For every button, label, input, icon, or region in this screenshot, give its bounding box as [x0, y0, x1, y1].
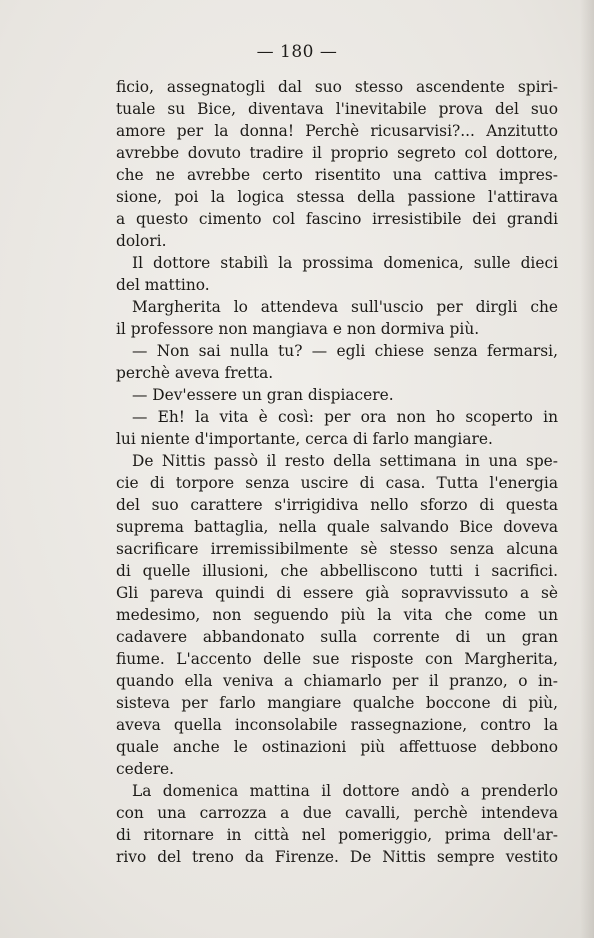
text-line: aveva quella inconsolabile rassegnazione, contro la — [116, 716, 558, 734]
text-line: La domenica mattina il dottore andò a prenderlo — [132, 782, 558, 800]
text-line: il professore non mangiava e non dormiva più. — [116, 320, 480, 338]
text-line: rivo del treno da Firenze. De Nittis sempre vestito — [116, 848, 558, 866]
page-number: — 180 — — [256, 42, 338, 62]
text-line: quando ella veniva a chiamarlo per il pranzo, o in- — [116, 672, 558, 690]
text-line: perchè aveva fretta. — [116, 364, 274, 382]
text-line: a questo cimento col fascino irresistibile dei grandi — [116, 210, 558, 228]
text-line: lui niente d'importante, cerca di farlo mangiare. — [116, 430, 493, 448]
text-line: con una carrozza a due cavalli, perchè intendeva — [116, 804, 558, 822]
text-line: dolori. — [116, 232, 167, 250]
text-line: che ne avrebbe certo risentito una cattiva impres- — [116, 166, 558, 184]
text-line: tuale su Bice, diventava l'inevitabile prova del suo — [116, 100, 558, 118]
text-line: De Nittis passò il resto della settimana in una spe- — [132, 452, 558, 470]
text-line: sacrificare irremissibilmente sè stesso senza alcuna — [116, 540, 558, 558]
text-line: sisteva per farlo mangiare qualche boccone di più, — [116, 694, 558, 712]
text-line: cedere. — [116, 760, 175, 778]
text-line: ficio, assegnatogli dal suo stesso ascendente spiri- — [116, 78, 558, 96]
text-line: del mattino. — [116, 276, 210, 294]
text-line: amore per la donna! Perchè ricusarvisi?... Anzitutto — [116, 122, 558, 140]
text-line: avrebbe dovuto tradire il proprio segreto col dottore, — [116, 144, 558, 162]
text-line: del suo carattere s'irrigidiva nello sforzo di questa — [116, 496, 558, 514]
text-line: medesimo, non seguendo più la vita che come un — [116, 606, 558, 624]
text-line: di ritornare in città nel pomeriggio, prima dell'ar- — [116, 826, 558, 844]
text-line: fiume. L'accento delle sue risposte con Margherita, — [116, 650, 558, 668]
text-line: Il dottore stabilì la prossima domenica, sulle dieci — [132, 254, 558, 272]
text-line: cie di torpore senza uscire di casa. Tutta l'energia — [116, 474, 558, 492]
text-line: sione, poi la logica stessa della passione l'attirava — [116, 188, 558, 206]
text-line: suprema battaglia, nella quale salvando Bice doveva — [116, 518, 558, 536]
text-line: quale anche le ostinazioni più affettuose debbono — [116, 738, 558, 756]
text-line: Gli pareva quindi di essere già sopravvissuto a sè — [116, 584, 558, 602]
text-line: cadavere abbandonato sulla corrente di un gran — [116, 628, 558, 646]
text-line: di quelle illusioni, che abbelliscono tutti i sacrifici. — [116, 562, 558, 580]
text-line: — Eh! la vita è così: per ora non ho scoperto in — [132, 408, 558, 426]
text-line: Margherita lo attendeva sull'uscio per dirgli che — [132, 298, 558, 316]
text-line: — Dev'essere un gran dispiacere. — [132, 386, 394, 404]
text-line: — Non sai nulla tu? — egli chiese senza fermarsi, — [132, 342, 558, 360]
